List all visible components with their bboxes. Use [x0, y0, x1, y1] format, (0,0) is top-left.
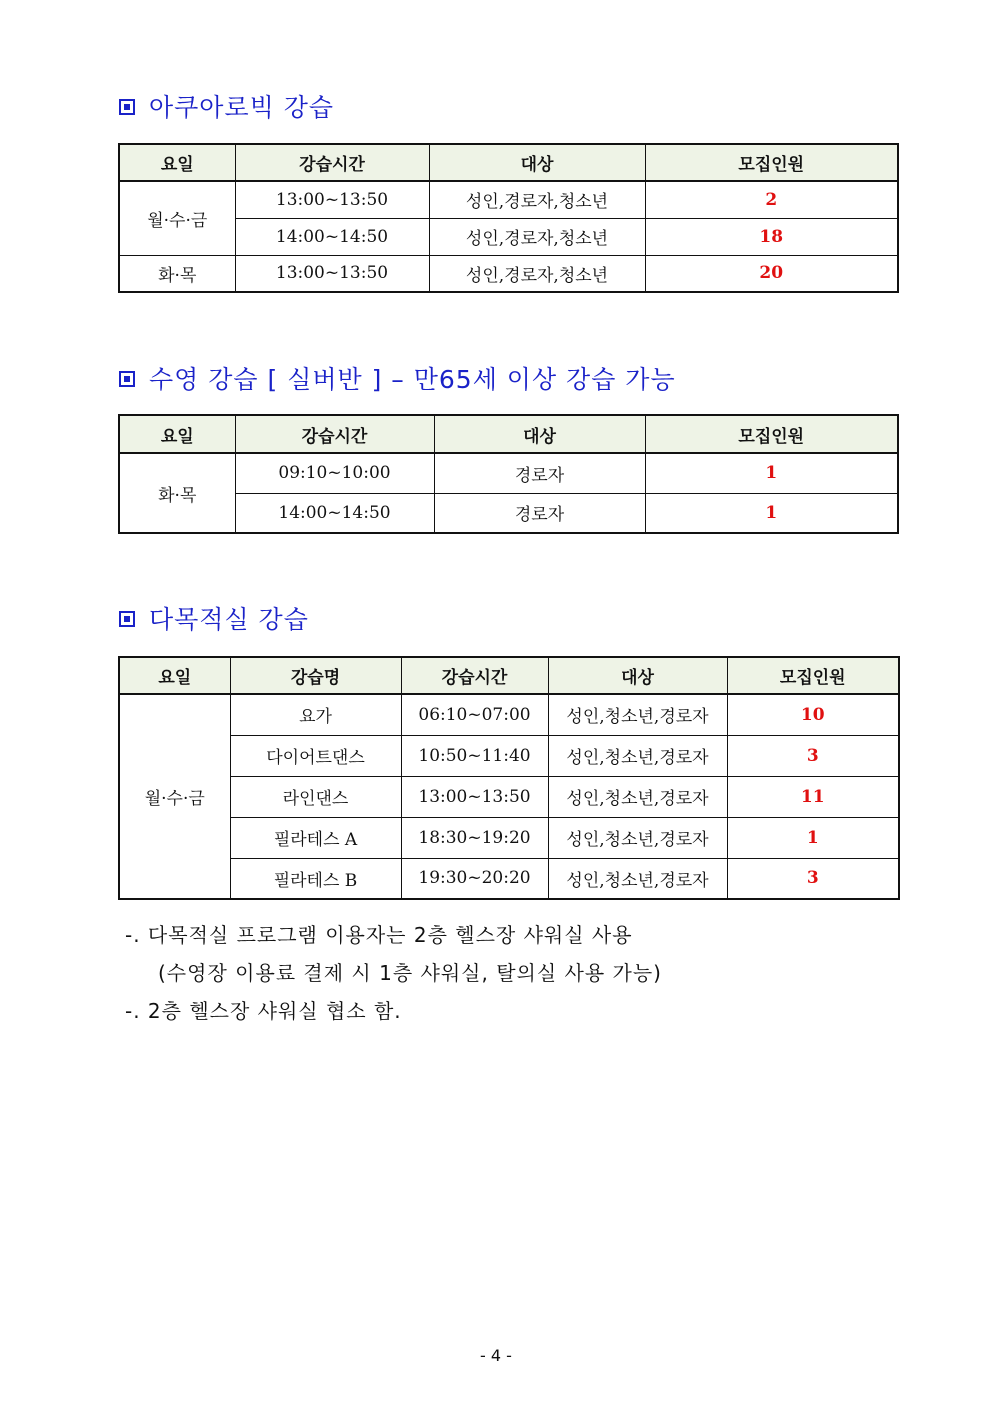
table-header-row [119, 657, 899, 694]
time-cell: 13:00~13:50 [401, 776, 548, 817]
header-time: 강습시간 [401, 657, 548, 694]
class-name-cell: 요가 [230, 694, 401, 735]
table-row [119, 858, 899, 899]
section-title-multipurpose [119, 600, 309, 636]
day-cell: 화·목 [119, 255, 235, 292]
count-cell: 18 [645, 218, 898, 255]
header-day: 요일 [119, 415, 235, 453]
target-cell: 성인,경로자,청소년 [429, 218, 645, 255]
table-row [119, 817, 899, 858]
table-row [119, 776, 899, 817]
count-cell: 10 [727, 694, 899, 735]
time-cell: 19:30~20:20 [401, 858, 548, 899]
target-cell: 성인,청소년,경로자 [548, 694, 727, 735]
count-cell: 11 [727, 776, 899, 817]
header-time: 강습시간 [235, 144, 429, 181]
target-cell: 성인,청소년,경로자 [548, 817, 727, 858]
class-name-cell: 필라테스 B [230, 858, 401, 899]
count-cell: 20 [645, 255, 898, 292]
header-count: 모집인원 [645, 415, 898, 453]
day-cell: 월·수·금 [119, 181, 235, 255]
time-cell: 09:10~10:00 [235, 453, 434, 493]
table-row [119, 493, 898, 533]
count-cell: 3 [727, 735, 899, 776]
target-cell: 성인,청소년,경로자 [548, 776, 727, 817]
time-cell: 10:50~11:40 [401, 735, 548, 776]
aquarobics-table [118, 143, 899, 293]
header-count: 모집인원 [645, 144, 898, 181]
target-cell: 성인,청소년,경로자 [548, 858, 727, 899]
section-title-text: 수영 강습 [ 실버반 ] – 만65세 이상 강습 가능 [149, 365, 676, 394]
count-cell: 1 [645, 493, 898, 533]
page-number: - 4 - [480, 1346, 512, 1365]
count-cell: 1 [645, 453, 898, 493]
header-time: 강습시간 [235, 415, 434, 453]
section-title-swimming-silver [119, 360, 676, 396]
table-row [119, 181, 898, 218]
table-row [119, 218, 898, 255]
time-cell: 14:00~14:50 [235, 493, 434, 533]
time-cell: 14:00~14:50 [235, 218, 429, 255]
note-pool-payment: (수영장 이용료 결제 시 1층 샤워실, 탈의실 사용 가능) [158, 961, 662, 985]
time-cell: 18:30~19:20 [401, 817, 548, 858]
class-name-cell: 필라테스 A [230, 817, 401, 858]
count-cell: 3 [727, 858, 899, 899]
header-day: 요일 [119, 657, 230, 694]
class-name-cell: 라인댄스 [230, 776, 401, 817]
section-title-aquarobics [119, 88, 334, 124]
time-cell: 13:00~13:50 [235, 255, 429, 292]
count-cell: 1 [727, 817, 899, 858]
square-bullet-icon [119, 99, 135, 115]
target-cell: 성인,경로자,청소년 [429, 255, 645, 292]
square-bullet-icon [119, 611, 135, 627]
table-row [119, 735, 899, 776]
header-class-name: 강습명 [230, 657, 401, 694]
section-title-text: 아쿠아로빅 강습 [149, 93, 334, 122]
square-bullet-icon [119, 371, 135, 387]
count-cell: 2 [645, 181, 898, 218]
target-cell: 경로자 [434, 453, 645, 493]
swimming-silver-table [118, 414, 899, 534]
target-cell: 경로자 [434, 493, 645, 533]
header-count: 모집인원 [727, 657, 899, 694]
time-cell: 13:00~13:50 [235, 181, 429, 218]
target-cell: 성인,경로자,청소년 [429, 181, 645, 218]
section-title-text: 다목적실 강습 [149, 605, 309, 634]
note-shower-usage: -. 다목적실 프로그램 이용자는 2층 헬스장 샤워실 사용 [125, 923, 633, 947]
multipurpose-table [118, 656, 900, 900]
target-cell: 성인,청소년,경로자 [548, 735, 727, 776]
day-cell: 월·수·금 [119, 694, 230, 899]
day-cell: 화·목 [119, 453, 235, 533]
table-row [119, 255, 898, 292]
table-header-row [119, 415, 898, 453]
table-header-row [119, 144, 898, 181]
header-target: 대상 [434, 415, 645, 453]
note-shower-small: -. 2층 헬스장 샤워실 협소 함. [125, 999, 402, 1023]
header-target: 대상 [548, 657, 727, 694]
header-day: 요일 [119, 144, 235, 181]
header-target: 대상 [429, 144, 645, 181]
table-row [119, 453, 898, 493]
class-name-cell: 다이어트댄스 [230, 735, 401, 776]
table-row [119, 694, 899, 735]
time-cell: 06:10~07:00 [401, 694, 548, 735]
